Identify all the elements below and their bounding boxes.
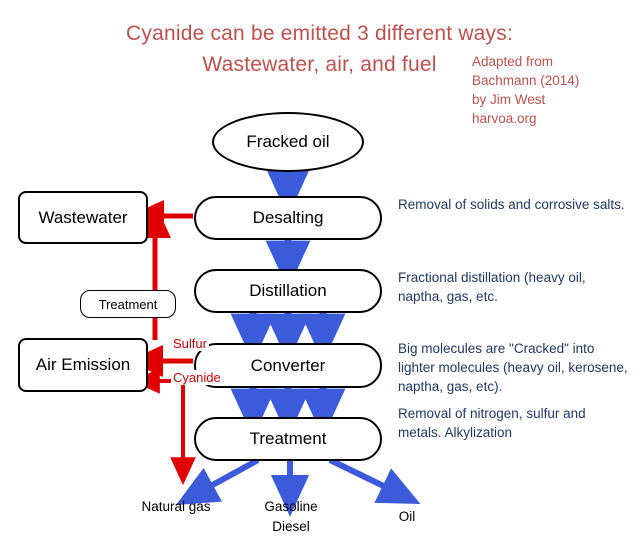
output-diesel: Diesel — [272, 519, 310, 534]
node-desalting[interactable] — [194, 196, 382, 240]
node-treatment-stage-label: Treatment — [249, 429, 327, 448]
node-wastewater[interactable] — [18, 191, 148, 244]
node-converter-label: Converter — [250, 355, 326, 375]
node-treatment-box[interactable] — [80, 290, 176, 318]
edge-label-sulfur: Sulfur — [173, 336, 207, 351]
node-fracked-oil-label: Fracked oil — [246, 132, 330, 151]
note-converter: Big molecules are "Cracked" into lighter molecules (heavy oil, kerosene, naptha, gas, etc). — [398, 341, 628, 394]
edge-label-cyanide: Cyanide — [173, 370, 221, 385]
credit-block — [472, 52, 632, 128]
output-gasoline: Gasoline — [264, 499, 318, 514]
credit-line-4: harvoa.org — [472, 111, 537, 126]
node-distillation[interactable] — [194, 269, 382, 313]
credit-line-1: Adapted from — [472, 54, 554, 69]
credit-line-2: Bachmann (2014) — [472, 73, 580, 88]
node-distillation-label: Distillation — [249, 281, 327, 300]
node-wastewater-label: Wastewater — [38, 207, 128, 227]
output-natural-gas: Natural gas — [141, 499, 211, 514]
title-line-1: Cyanide can be emitted 3 different ways: — [126, 22, 513, 45]
note-distillation: Fractional distillation (heavy oil, naptha, gas, etc. — [398, 270, 586, 304]
node-desalting-label: Desalting — [252, 208, 324, 227]
node-air-emission[interactable] — [18, 338, 148, 392]
title-line-2: Wastewater, air, and fuel — [202, 53, 437, 76]
node-treatment-stage[interactable] — [194, 417, 382, 461]
node-fracked-oil[interactable] — [212, 112, 364, 172]
credit-line-3: by Jim West — [472, 92, 546, 107]
output-oil: Oil — [398, 509, 416, 524]
node-treatment-box-label: Treatment — [98, 296, 158, 312]
node-air-emission-label: Air Emission — [35, 355, 131, 374]
note-treatment: Removal of nitrogen, sulfur and metals. Alkylization — [398, 406, 586, 440]
note-desalting: Removal of solids and corrosive salts. — [398, 197, 625, 212]
